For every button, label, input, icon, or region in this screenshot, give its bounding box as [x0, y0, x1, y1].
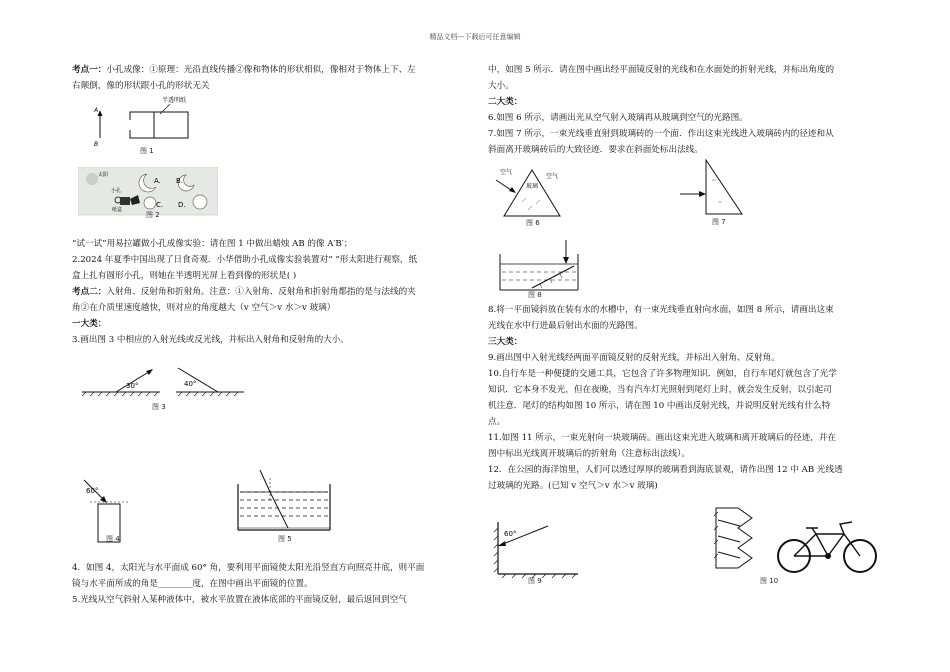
q10-line1: 10.自行车是一种便捷的交通工具，它包含了许多物理知识．例如，自行车尾灯就包含了光学	[488, 369, 837, 379]
left-column	[72, 62, 467, 94]
fig6-caption: 图 6	[526, 219, 540, 227]
fig1-caption: 图 1	[140, 147, 154, 155]
k1-line2: 右颠倒，像的形状跟小孔的形状无关	[72, 81, 210, 91]
q7-line1: 7.如图 7 所示，一束光线垂直射到玻璃砖的一个面．作出这束光线进入玻璃砖内的径迹和从	[488, 129, 834, 139]
fig2-opt-d: D.	[178, 201, 186, 209]
try-line: “试一试”用易拉罐做小孔成像实验：请在图 1 中做出蜡烛 AB 的像 A′B′；	[72, 239, 353, 249]
k2-line2: 角②在介质里速度越快，则对应的角度越大（v 空气＞v 水＞v 玻璃）	[72, 303, 336, 313]
fig4-caption: 图 4	[106, 535, 120, 543]
figure-9	[492, 520, 582, 580]
q12-line1: 12．在公园的海洋馆里，人们可以透过厚厚的玻璃看到海底景观，请作出图 12 中 AB 光线透	[488, 465, 843, 475]
q10-line2: 知识．它本身不发光，但在夜晚，当有汽车灯光照射到尾灯上时，就会发生反射，以引起司	[488, 385, 832, 395]
figure-10	[712, 506, 902, 578]
figure-5	[232, 470, 336, 534]
fig10-caption: 图 10	[760, 577, 779, 585]
section-2-title: 二大类：	[488, 97, 523, 107]
right-column-top	[488, 62, 888, 158]
fig9-caption: 图 9	[528, 577, 542, 585]
fig2-caption: 图 2	[146, 211, 160, 219]
page-header: 精品文档---下载后可任意编辑	[429, 33, 521, 41]
q6-line: 6.如图 6 所示，请画出光从空气射入玻璃再从玻璃到空气的光路图。	[488, 113, 748, 123]
q5-line3: 大小。	[488, 81, 514, 91]
fig1-b: B	[94, 141, 99, 148]
fig6-glass: 玻璃	[526, 183, 539, 190]
fig3-caption: 图 3	[152, 403, 166, 411]
figure-6	[492, 164, 572, 220]
left-column-bottom	[72, 560, 467, 608]
k1-title: 考点一：	[72, 65, 107, 75]
q11-line1: 11.如图 11 所示，一束光射向一块玻璃砖。画出这束光进入玻璃和离开玻璃后的径迹，并在	[488, 433, 837, 443]
fig1-a: A	[94, 107, 99, 114]
q4-line2: 镜与水平面所成的角是________度，在图中画出平面镜的位置。	[72, 579, 313, 589]
fig5-caption: 图 5	[278, 535, 292, 543]
fig2-sun: 太阳	[98, 172, 109, 178]
k2-line1: 考点二：入射角、反射角和折射角。注意：①入射角、反射角和折射角都指的是与法线的夹	[72, 287, 416, 297]
q11-line2: 图中标出光线离开玻璃后的折射角（注意标出法线）。	[488, 449, 690, 459]
fig1-paper-label: 半透明纸	[162, 97, 187, 104]
figure-8	[496, 238, 586, 294]
q12-line2: 过玻璃的光路。(已知 v 空气＞v 水＞v 玻璃)	[488, 481, 658, 491]
k1-line1: 考点一：小孔成像：①原理：光沿直线传播②像和物体的形状相似，像相对于物体上下、左	[72, 65, 416, 75]
figure-7	[676, 158, 756, 216]
q9-line: 9.画出图中入射光线经两面平面镜反射的反射光线，并标出入射角、反射角。	[488, 353, 780, 363]
k2-title: 考点二：	[72, 287, 107, 297]
fig2-box: 纸盒	[112, 207, 123, 213]
fig2-opt-a: A.	[154, 177, 161, 185]
q10-line3: 机注意．尾灯的结构如图 10 所示，请在图 10 中画出反射光线，并说明反射光线有什么特	[488, 401, 831, 411]
right-column-mid	[488, 302, 888, 494]
fig2-opt-b: B.	[176, 177, 184, 185]
fig6-air-1: 空气	[500, 169, 513, 176]
section-1-title: 一大类：	[72, 319, 107, 329]
q10-line4: 点。	[488, 417, 506, 427]
q8-line1: 8.将一平面镜斜放在装有水的水槽中，有一束光线垂直射向水面，如图 8 所示，请画出这束	[488, 305, 834, 315]
fig2-hole: 小孔	[111, 188, 122, 194]
left-column-mid	[72, 236, 467, 348]
fig8-caption: 图 8	[528, 291, 542, 299]
q2-line2: 盒上扎有圆形小孔，则她在半透明光屏上看到像的形状是( )	[72, 271, 297, 281]
fig3-angle-1: 30°	[126, 382, 139, 390]
q4-line1: 4．如图 4，太阳光与水平面成 60° 角，要利用平面镜使太阳光沿竖直方向照亮井底，则平面	[72, 563, 425, 573]
fig4-angle: 60°	[86, 487, 99, 495]
fig3-angle-2: 40°	[184, 380, 197, 388]
q5-line2: 中，如图 5 所示．请在图中画出经平面镜反射的光线和在水面处的折射光线，并标出角度的	[488, 65, 835, 75]
q3-line: 3.画出图 3 中相应的入射光线或反光线，并标出入射角和反射角的大小。	[72, 335, 349, 345]
q5-line1: 5.光线从空气斜射入某种液体中，被水平放置在液体底部的平面镜反射，最后返回到空气	[72, 595, 407, 605]
fig6-air-2: 空气	[546, 173, 559, 180]
q8-line2: 光线在水中行进最后射出水面的光路图。	[488, 321, 643, 331]
figure-3	[80, 356, 250, 398]
fig9-angle: 60°	[504, 530, 517, 538]
section-3-title: 三大类：	[488, 337, 523, 347]
q2-line1: 2.2024 年夏季中国出现了日食奇观．小华借助小孔成像实验装置对“ ”形太阳进行观察，纸	[72, 255, 418, 265]
fig7-caption: 图 7	[712, 218, 726, 226]
fig2-opt-c: C.	[156, 201, 164, 209]
q7-line2: 斜面离开玻璃砖后的大致径迹．要求在斜面处标出法线。	[488, 145, 703, 155]
